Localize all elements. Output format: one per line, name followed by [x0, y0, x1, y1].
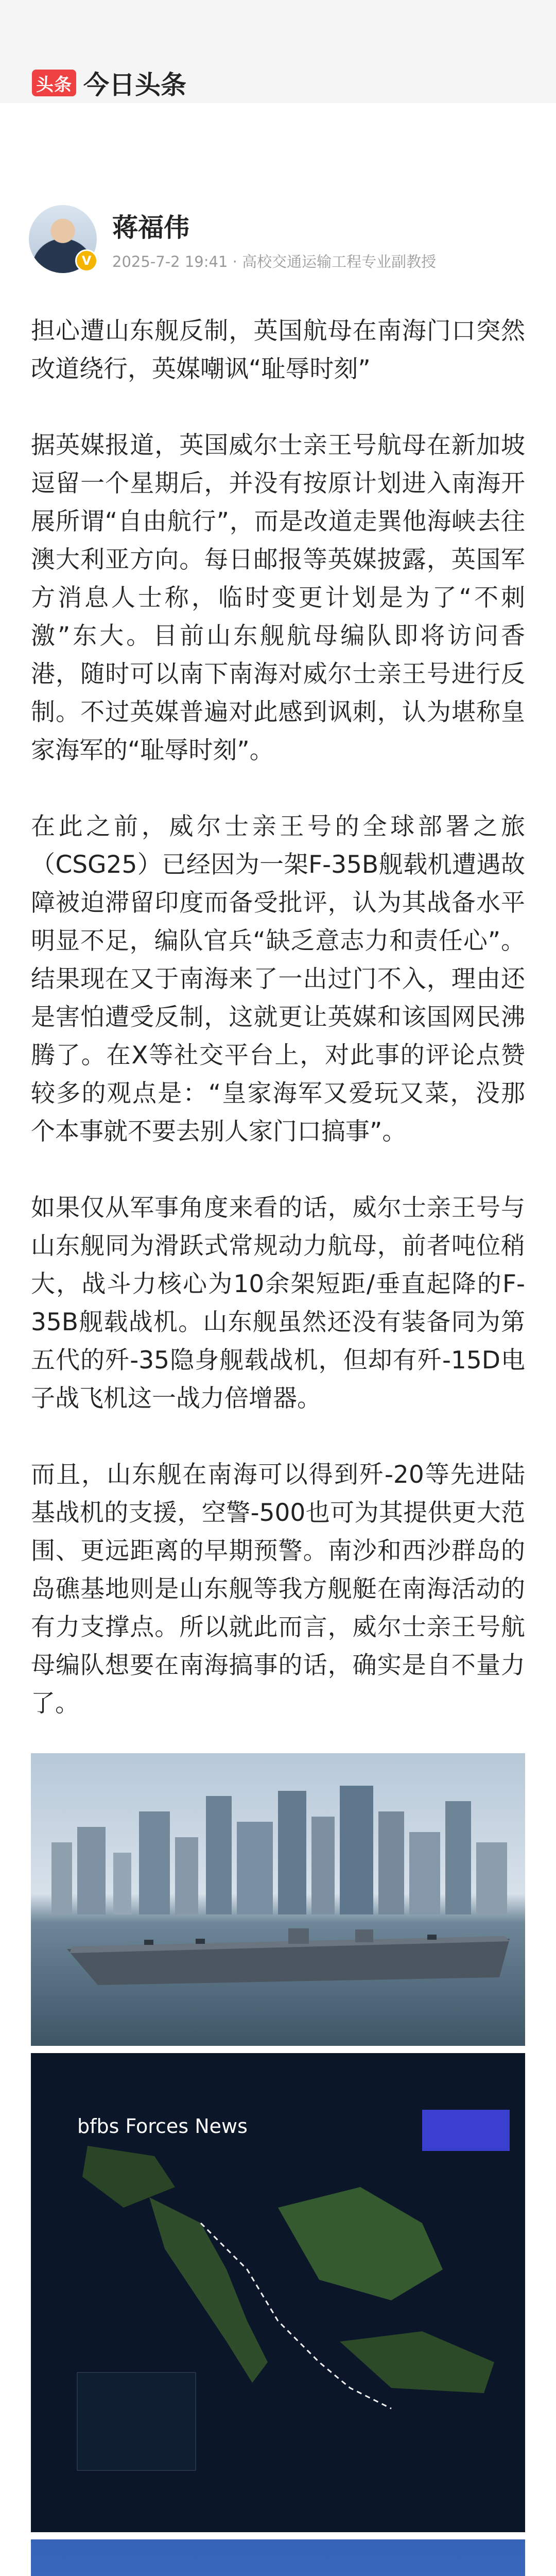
carrier-photo[interactable]	[31, 1753, 525, 2046]
map-brand-name: bfbs	[77, 2115, 119, 2138]
map-brand	[77, 2115, 248, 2138]
aircraft-carrier-shape	[67, 1928, 510, 1990]
article-paragraph: 如果仅从军事角度来看的话，威尔士亲王号与山东舰同为滑跃式常规动力航母，前者吨位稍大，战斗力核心为10余架短距/垂直起降的F-35B舰载战机。山东舰虽然还没有装备同为第五代的歼-35隐身舰载战机，但却有歼-15D电子战飞机这一战力倍增器。	[31, 1194, 525, 1413]
article-paragraph: 而且，山东舰在南海可以得到歼-20等先进陆基战机的支援，空警-500也可为其提供更大范围、更远距离的早期预警。南沙和西沙群岛的岛礁基地则是山东舰等我方舰艇在南海活动的有力支撑点。所以就此而言，威尔士亲王号航母编队想要在南海搞事的话，确实是自不量力了。	[31, 1461, 525, 1718]
app-name: 今日头条	[83, 70, 186, 100]
verified-badge-icon: V	[75, 249, 98, 272]
article-paragraph: 据英媒报道，英国威尔士亲王号航母在新加坡逗留一个星期后，并没有按原计划进入南海开展所谓“自由航行”，而是改道走巽他海峡去往澳大利亚方向。每日邮报等英媒披露，英国军方消息人士称，临时变更计划是为了“不刺激”东大。目前山东舰航母编队即将访问香港，随时可以南下南海对威尔士亲王号进行反制。不过英媒普遍对此感到讽刺，认为堪称皇家海军的“耻辱时刻”。	[31, 431, 525, 765]
author-info	[112, 207, 436, 272]
app-brand[interactable]	[32, 64, 186, 101]
top-bar	[0, 0, 556, 103]
map-brand-suffix: Forces News	[119, 2115, 248, 2138]
author-header[interactable]	[29, 205, 436, 273]
aircraft-wing-photo[interactable]	[31, 2539, 525, 2576]
article-paragraph: 在此之前，威尔士亲王号的全球部署之旅（CSG25）已经因为一架F-35B舰载机遭遇故障被迫滞留印度而备受批评，认为其战备水平明显不足，编队官兵“缺乏意志力和责任心”。结果现在又于南海来了一出过门不入，理由还是害怕遭受反制，这就更让英媒和该国网民沸腾了。在X等社交平台上，对此事的评论点赞较多的观点是：“皇家海军又爱玩又菜，没那个本事就不要去别人家门口搞事”。	[31, 812, 525, 1146]
article-paragraph: 担心遭山东舰反制，英国航母在南海门口突然改道绕行，英媒嘲讽“耻辱时刻”	[31, 317, 525, 383]
author-meta: 2025-7-2 19:41 · 高校交通运输工程专业副教授	[112, 252, 437, 270]
route-map-image[interactable]	[31, 2053, 525, 2532]
city-skyline	[31, 1781, 525, 1914]
map-overlay-box	[422, 2110, 510, 2151]
wing-shape	[31, 2539, 525, 2576]
author-name[interactable]: 蒋福伟	[112, 212, 189, 243]
toutiao-logo: 头条	[32, 70, 76, 96]
avatar[interactable]	[29, 205, 97, 273]
